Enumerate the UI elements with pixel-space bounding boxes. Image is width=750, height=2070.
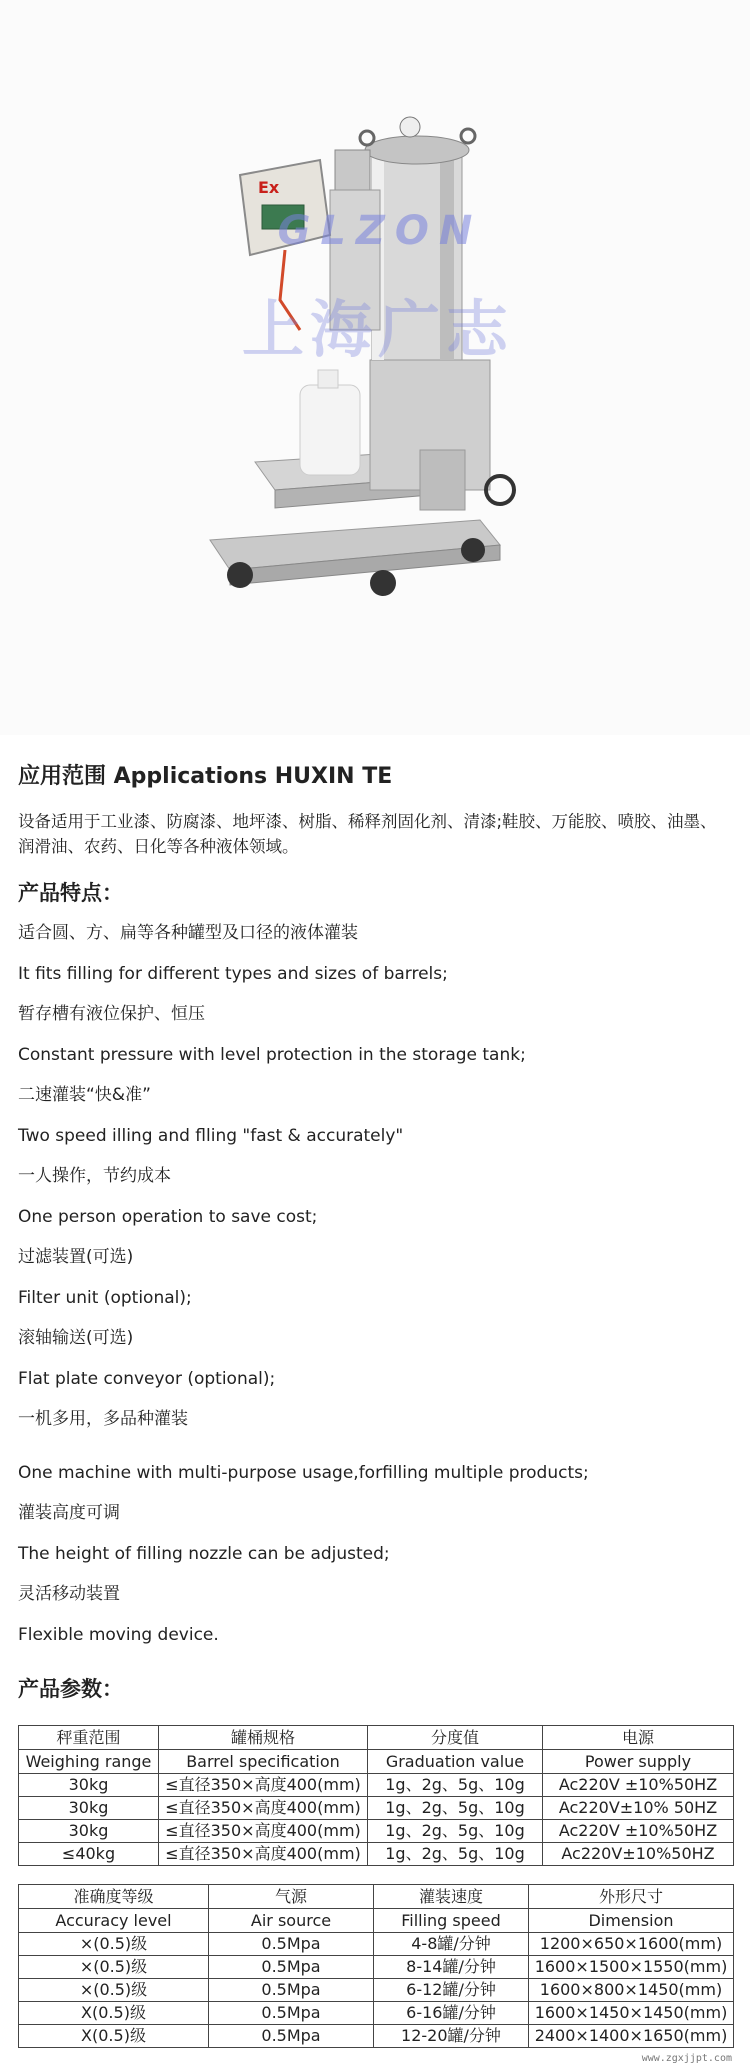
table-cell: 30kg <box>19 1774 159 1797</box>
table-cell: ≤直径350×高度400(mm) <box>159 1820 368 1843</box>
table-cell: 秤重范围 <box>19 1726 159 1750</box>
spec-table-weighing <box>18 1725 734 1866</box>
table-header-en <box>19 1909 734 1933</box>
feature-item: Filter unit (optional); <box>18 1287 192 1308</box>
table-cell: 4-8罐/分钟 <box>374 1933 529 1956</box>
features-list <box>18 913 733 1655</box>
table-cell: 准确度等级 <box>19 1885 209 1909</box>
table-row <box>19 1843 734 1866</box>
table-cell: ×(0.5)级 <box>19 1956 209 1979</box>
table-cell: Ac220V±10% 50HZ <box>543 1797 734 1820</box>
table-header-cn <box>19 1885 734 1909</box>
feature-item: One person operation to save cost; <box>18 1206 318 1227</box>
watermark-cn: 上海广志 <box>241 293 514 366</box>
table-header-en <box>19 1750 734 1774</box>
product-description <box>18 755 733 2048</box>
site-watermark: www.zgxjjpt.com <box>641 2053 732 2064</box>
table-cell: ≤40kg <box>19 1843 159 1866</box>
feature-item: 暂存槽有液位保护、恒压 <box>18 1004 205 1024</box>
feature-item: 过滤装置(可选) <box>18 1247 134 1267</box>
table-cell: 1g、2g、5g、10g <box>368 1820 543 1843</box>
table-cell: Dimension <box>529 1909 734 1933</box>
table-cell: 1g、2g、5g、10g <box>368 1797 543 1820</box>
table-cell: X(0.5)级 <box>19 2002 209 2025</box>
feature-item: 一机多用，多品种灌装 <box>18 1409 188 1429</box>
applications-title: 应用范围 Applications HUXIN TE <box>18 764 393 789</box>
table-cell: 1600×1500×1550(mm) <box>529 1956 734 1979</box>
table-row <box>19 1797 734 1820</box>
feature-item: 一人操作，节约成本 <box>18 1166 171 1186</box>
features-heading: 产品特点： <box>18 881 123 905</box>
feature-item: 灵活移动装置 <box>18 1584 120 1604</box>
feature-item: 滚轴输送(可选) <box>18 1328 134 1348</box>
table-cell: 1200×650×1600(mm) <box>529 1933 734 1956</box>
watermark-en: GLZON <box>277 208 483 254</box>
table-cell: Air source <box>209 1909 374 1933</box>
table-cell: 0.5Mpa <box>209 1933 374 1956</box>
table-cell: 30kg <box>19 1820 159 1843</box>
table-cell: 1600×800×1450(mm) <box>529 1979 734 2002</box>
table-cell: 0.5Mpa <box>209 2025 374 2048</box>
table-cell: Accuracy level <box>19 1909 209 1933</box>
feature-item: Constant pressure with level protection in the storage tank; <box>18 1044 526 1065</box>
table-cell: 气源 <box>209 1885 374 1909</box>
table-row <box>19 1956 734 1979</box>
table-cell: ×(0.5)级 <box>19 1979 209 2002</box>
table-cell: 外形尺寸 <box>529 1885 734 1909</box>
table-cell: Ac220V ±10%50HZ <box>543 1774 734 1797</box>
explosion-proof-badge: Ex <box>258 178 280 197</box>
table-cell: 0.5Mpa <box>209 1956 374 1979</box>
feature-item: 二速灌装“快&准” <box>18 1085 151 1105</box>
feature-item: 适合圆、方、扁等各种罐型及口径的液体灌装 <box>18 923 358 943</box>
feature-item: Flat plate conveyor (optional); <box>18 1368 276 1389</box>
table-cell: ≤直径350×高度400(mm) <box>159 1843 368 1866</box>
table-cell: 分度值 <box>368 1726 543 1750</box>
table-cell: 1g、2g、5g、10g <box>368 1774 543 1797</box>
table-cell: Weighing range <box>19 1750 159 1774</box>
table-cell: ≤直径350×高度400(mm) <box>159 1774 368 1797</box>
table-cell: ≤直径350×高度400(mm) <box>159 1797 368 1820</box>
table-cell: 6-12罐/分钟 <box>374 1979 529 2002</box>
table-cell: 灌装速度 <box>374 1885 529 1909</box>
table-cell: 罐桶规格 <box>159 1726 368 1750</box>
table-cell: 0.5Mpa <box>209 1979 374 2002</box>
table-cell: 6-16罐/分钟 <box>374 2002 529 2025</box>
feature-item: Two speed illing and flling "fast & accurately" <box>18 1125 404 1146</box>
feature-item: It fits filling for different types and sizes of barrels; <box>18 963 448 984</box>
table-cell: 0.5Mpa <box>209 2002 374 2025</box>
table-cell: Filling speed <box>374 1909 529 1933</box>
feature-item: 灌装高度可调 <box>18 1503 120 1523</box>
table-cell: Power supply <box>543 1750 734 1774</box>
table-row <box>19 1979 734 2002</box>
table-header-cn <box>19 1726 734 1750</box>
table-row <box>19 2025 734 2048</box>
table-cell: ×(0.5)级 <box>19 1933 209 1956</box>
table-cell: X(0.5)级 <box>19 2025 209 2048</box>
table-cell: Ac220V ±10%50HZ <box>543 1820 734 1843</box>
feature-item: One machine with multi-purpose usage,forfilling multiple products; <box>18 1462 589 1483</box>
feature-item: Flexible moving device. <box>18 1624 219 1645</box>
params-heading: 产品参数： <box>18 1677 123 1701</box>
table-cell: 1g、2g、5g、10g <box>368 1843 543 1866</box>
table-cell: 12-20罐/分钟 <box>374 2025 529 2048</box>
table-row <box>19 1774 734 1797</box>
table-row <box>19 1820 734 1843</box>
table-row <box>19 1933 734 1956</box>
table-cell: Ac220V±10%50HZ <box>543 1843 734 1866</box>
spec-table-accuracy <box>18 1884 734 2048</box>
product-image <box>0 0 750 735</box>
feature-item: The height of filling nozzle can be adjusted; <box>18 1543 390 1564</box>
table-cell: 8-14罐/分钟 <box>374 1956 529 1979</box>
table-cell: Barrel specification <box>159 1750 368 1774</box>
table-cell: 电源 <box>543 1726 734 1750</box>
applications-body: 设备适用于工业漆、防腐漆、地坪漆、树脂、稀释剂固化剂、清漆;鞋胶、万能胶、喷胶、油墨、润滑油、农药、日化等各种液体领域。 <box>18 812 717 856</box>
table-row <box>19 2002 734 2025</box>
table-cell: 2400×1400×1650(mm) <box>529 2025 734 2048</box>
table-cell: 30kg <box>19 1797 159 1820</box>
table-cell: Graduation value <box>368 1750 543 1774</box>
table-cell: 1600×1450×1450(mm) <box>529 2002 734 2025</box>
